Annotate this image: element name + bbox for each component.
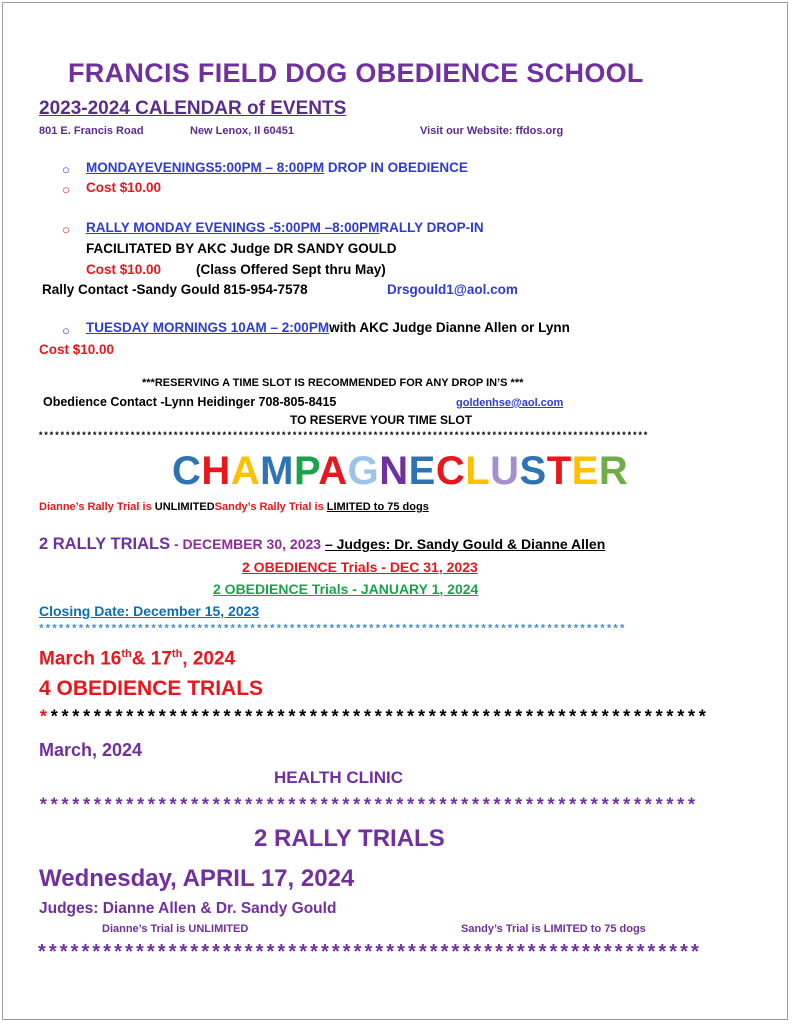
dianne-trial-note: Dianne’s Trial is UNLIMITED — [102, 923, 249, 935]
december-rally-line: 2 RALLY TRIALS - DECEMBER 30, 2023 – Judges: Dr. Sandy Gould & Dianne Allen — [39, 535, 606, 553]
closing-date: Closing Date: December 15, 2023 — [39, 603, 260, 619]
rally-email-link[interactable]: Drsgould1@aol.com — [387, 282, 518, 297]
rally-monday-link[interactable]: RALLY MONDAY EVENINGS -5:00PM –8:00PM — [86, 220, 380, 235]
sandy-trial-note: Sandy’s Trial is LIMITED to 75 dogs — [461, 923, 646, 935]
champagne-letter: E — [571, 449, 599, 493]
champagne-letter: R — [598, 449, 629, 493]
champagne-letter: C — [172, 449, 202, 493]
champagne-letter: A — [318, 449, 348, 493]
tuesday-line: TUESDAY MORNINGS 10AM – 2:00PMwith AKC Judge Dianne Allen or Lynn — [86, 320, 570, 335]
city: New Lenox, Il 60451 — [190, 125, 294, 137]
champagne-letter: P — [294, 449, 319, 493]
rally-monday-line: RALLY MONDAY EVENINGS -5:00PM –8:00PMRALLY DROP-IN — [86, 220, 484, 235]
april-date: Wednesday, APRIL 17, 2024 — [39, 865, 355, 892]
champagne-cluster-title — [172, 449, 628, 494]
champagne-letter: S — [519, 449, 547, 493]
tuesday-cost: Cost $10.00 — [39, 342, 115, 357]
april-rally-heading: 2 RALLY TRIALS — [254, 825, 445, 852]
champagne-letter: L — [465, 449, 491, 493]
monday-link[interactable]: MONDAYEVENINGS5:00PM – 8:00PM — [86, 160, 325, 175]
bullet-icon: ○ — [62, 182, 70, 197]
champagne-letter: G — [347, 449, 380, 493]
rally-cost: Cost $10.00 — [86, 262, 162, 277]
bullet-icon: ○ — [62, 162, 70, 177]
champagne-letter: C — [435, 449, 466, 493]
champagne-letter: N — [379, 449, 409, 493]
bullet-icon: ○ — [62, 222, 70, 237]
rally-contact: Rally Contact -Sandy Gould 815-954-7578 — [42, 282, 308, 297]
address: 801 E. Francis Road — [39, 125, 144, 137]
champagne-letter: H — [201, 449, 231, 493]
march-obedience-trials: 4 OBEDIENCE TRIALS — [39, 677, 264, 700]
champagne-letter: T — [546, 449, 572, 493]
champagne-letter: U — [490, 449, 520, 493]
obedience-contact: Obedience Contact -Lynn Heidinger 708-805-8415 — [43, 395, 337, 409]
april-judges: Judges: Dianne Allen & Dr. Sandy Gould — [39, 900, 337, 917]
reserve-time-slot: TO RESERVE YOUR TIME SLOT — [290, 413, 473, 427]
star-divider: ************************************************************** — [38, 709, 708, 729]
obedience-dec-31: 2 OBEDIENCE Trials - DEC 31, 2023 — [242, 559, 478, 575]
website: Visit our Website: ffdos.org — [420, 125, 564, 137]
champagne-rally-note: Dianne’s Rally Trial is UNLIMITEDSandy’s Rally Trial is LIMITED to 75 dogs — [39, 501, 429, 513]
star-divider: ************************************************************* — [38, 797, 697, 817]
champagne-letter: M — [260, 449, 294, 493]
march-dates: March 16th& 17th, 2024 — [39, 648, 236, 670]
facilitated-by: FACILITATED BY AKC Judge DR SANDY GOULD — [86, 241, 397, 256]
march-month: March, 2024 — [39, 740, 143, 760]
obedience-email-link[interactable]: goldenhse@aol.com — [456, 397, 564, 409]
reserve-notice: ***RESERVING A TIME SLOT IS RECOMMENDED FOR ANY DROP IN’S *** — [142, 377, 524, 389]
star-divider: ************************************************************* — [38, 941, 702, 963]
obedience-jan-1: 2 OBEDIENCE Trials - JANUARY 1, 2024 — [213, 581, 479, 597]
star-divider: ***************************************************************************************************************** — [38, 431, 649, 441]
champagne-letter: A — [230, 449, 261, 493]
star-divider: ***************************************************************************************** — [38, 624, 626, 636]
calendar-subtitle: 2023-2024 CALENDAR of EVENTS — [39, 98, 347, 119]
monday-cost: Cost $10.00 — [86, 180, 162, 195]
class-offered: (Class Offered Sept thru May) — [196, 262, 386, 277]
monday-line: MONDAYEVENINGS5:00PM – 8:00PM DROP IN OBEDIENCE — [86, 160, 468, 175]
champagne-letter: E — [408, 449, 436, 493]
page-title: FRANCIS FIELD DOG OBEDIENCE SCHOOL — [68, 58, 644, 88]
health-clinic: HEALTH CLINIC — [274, 768, 404, 787]
tuesday-link[interactable]: TUESDAY MORNINGS 10AM – 2:00PM — [86, 320, 330, 335]
bullet-icon: ○ — [62, 323, 70, 338]
